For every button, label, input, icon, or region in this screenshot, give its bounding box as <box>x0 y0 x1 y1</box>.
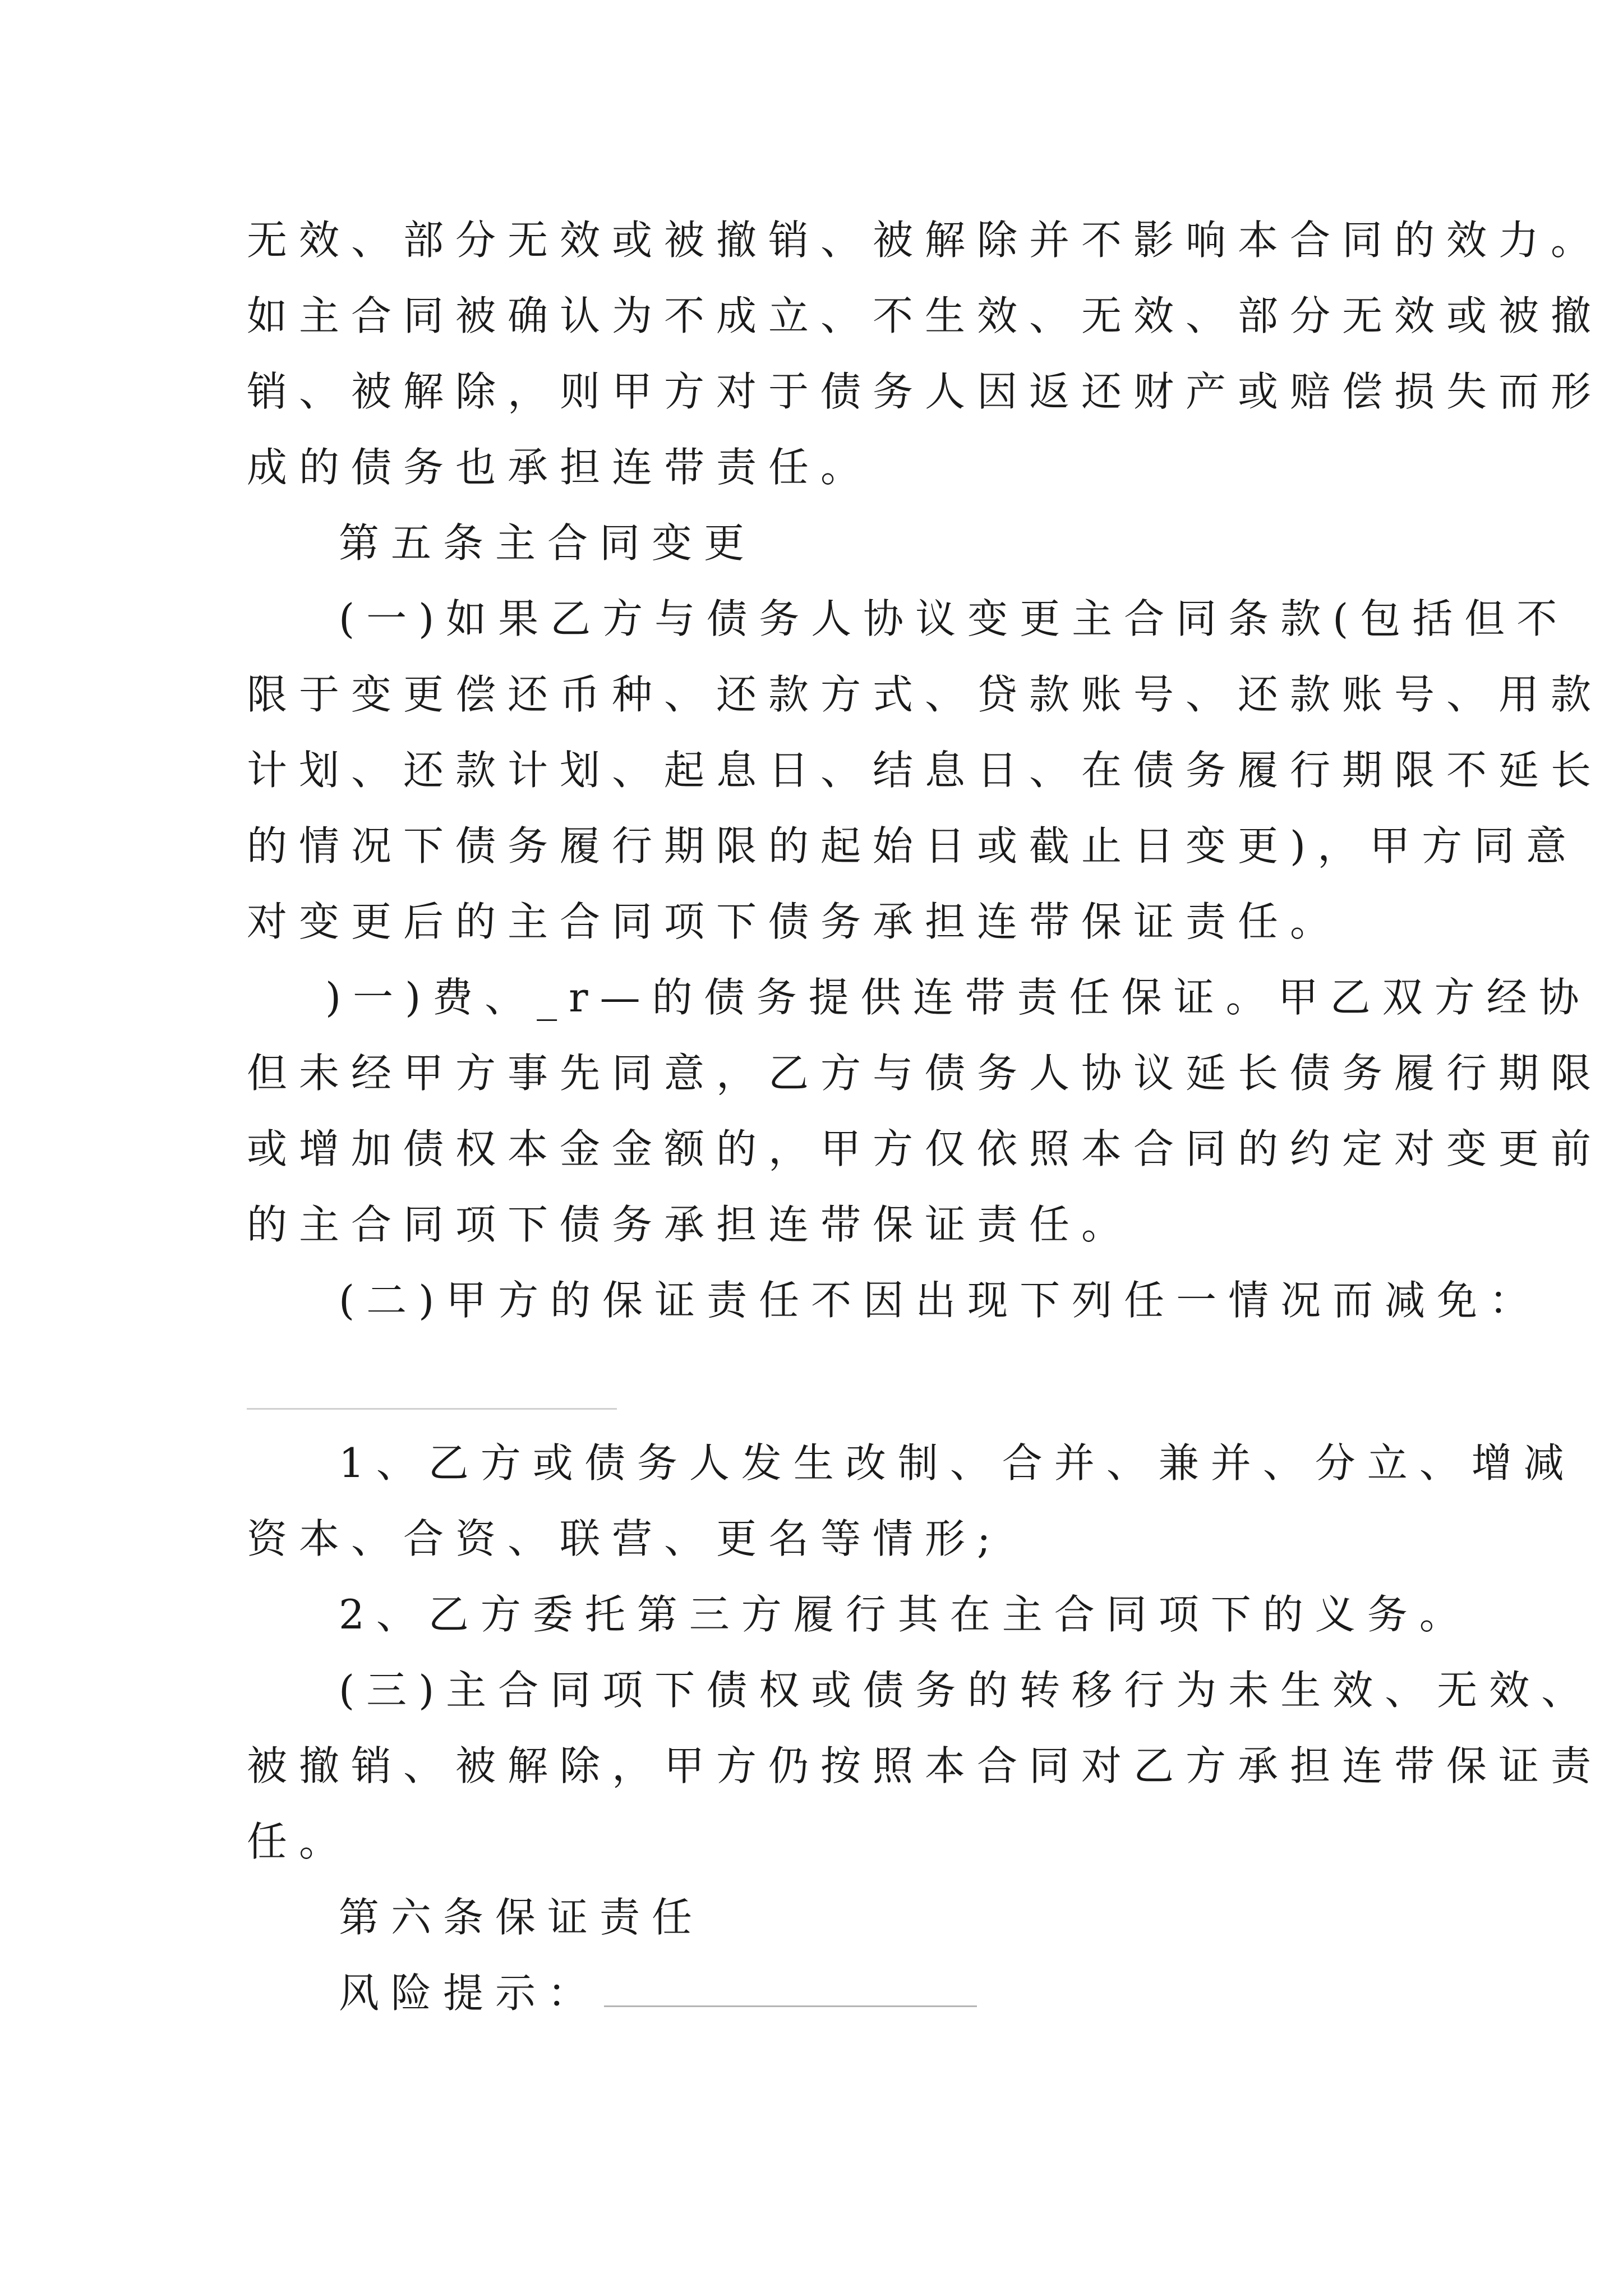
risk-warning-line <box>339 1966 977 2020</box>
paragraph-line: 计划、还款计划、起息日、结息日、在债务履行期限不延长 <box>247 747 1603 794</box>
paragraph-line: 的主合同项下债务承担连带保证责任。 <box>247 1201 1134 1248</box>
paragraph-line: 或增加债权本金金额的，甲方仅依照本合同的约定对变更前 <box>247 1125 1603 1172</box>
paragraph-line: 被撤销、被解除，甲方仍按照本合同对乙方承担连带保证责 <box>247 1742 1603 1789</box>
paragraph-line: 如主合同被确认为不成立、不生效、无效、部分无效或被撤 <box>247 292 1603 339</box>
paragraph-line: 对变更后的主合同项下债务承担连带保证责任。 <box>247 898 1343 945</box>
paragraph-line: 无效、部分无效或被撤销、被解除并不影响本合同的效力。 <box>247 217 1603 264</box>
paragraph-line: 但未经甲方事先同意，乙方与债务人协议延长债务履行期限 <box>247 1050 1603 1097</box>
section-heading-article-5: 第五条主合同变更 <box>339 519 757 567</box>
page-divider <box>247 1408 617 1410</box>
paragraph-line: 成的债务也承担连带责任。 <box>247 444 873 491</box>
paragraph-line: )一)费、_r—的债务提供连带责任保证。甲乙双方经协 <box>325 974 1591 1021</box>
paragraph-line: 限于变更偿还币种、还款方式、贷款账号、还款账号、用款 <box>247 671 1603 718</box>
fill-in-blank[interactable] <box>604 1972 977 2007</box>
paragraph-line: 的情况下债务履行期限的起始日或截止日变更)，甲方同意 <box>247 822 1579 869</box>
list-item: 2、乙方委托第三方履行其在主合同项下的义务。 <box>339 1591 1472 1638</box>
list-item: 1、乙方或债务人发生改制、合并、兼并、分立、增减 <box>339 1439 1576 1487</box>
section-heading-article-6: 第六条保证责任 <box>339 1894 704 1941</box>
paragraph-line: 资本、合资、联营、更名等情形; <box>247 1515 1003 1562</box>
paragraph-line: (二)甲方的保证责任不因出现下列任一情况而减免： <box>339 1277 1542 1324</box>
paragraph-line: 任。 <box>247 1818 352 1865</box>
paragraph-line: 销、被解除，则甲方对于债务人因返还财产或赔偿损失而形 <box>247 368 1603 415</box>
risk-warning-label: 风险提示： <box>339 1970 600 2017</box>
paragraph-line: (三)主合同项下债权或债务的转移行为未生效、无效、 <box>339 1667 1594 1714</box>
paragraph-line: (一)如果乙方与债务人协议变更主合同条款(包括但不 <box>339 595 1569 642</box>
